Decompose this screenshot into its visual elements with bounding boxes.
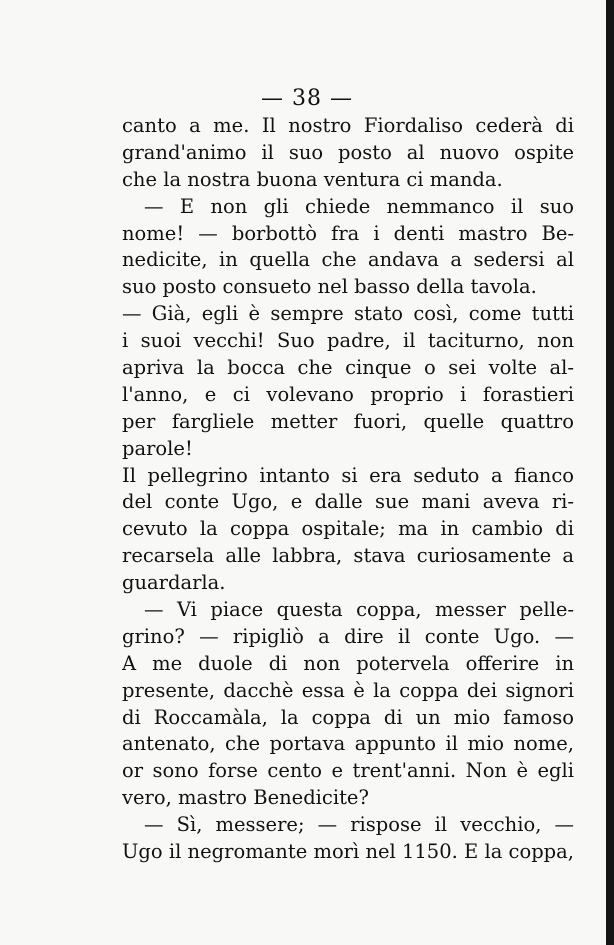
text-line: grand'animo il suo posto al nuovo ospite	[122, 140, 574, 164]
text-line: grino? — ripigliò a dire il conte Ugo. —	[122, 624, 574, 648]
text-line: suo posto consueto nel basso della tavola.	[122, 275, 537, 299]
text-line: Il pellegrino intanto si era seduto a fianco	[122, 463, 574, 487]
text-line: cevuto la coppa ospitale; ma in cambio di	[122, 517, 574, 541]
text-line: or sono forse cento e trent'anni. Non è egli	[122, 759, 574, 783]
text-line: recarsela alle labbra, stava curiosamente a	[122, 544, 574, 568]
text-line: nome! — borbottò fra i denti mastro Be-	[122, 221, 574, 245]
text-line: di Roccamàla, la coppa di un mio famoso	[122, 705, 574, 729]
text-line: nedicite, in quella che andava a sedersi al	[122, 248, 574, 272]
text-line: l'anno, e ci volevano proprio i forastieri	[122, 382, 574, 406]
text-line: A me duole di non potervela offerire in	[122, 651, 574, 675]
text-line: canto a me. Il nostro Fiordaliso cederà di	[122, 114, 574, 137]
text-line: per fargliele metter fuori, quelle quattro	[122, 409, 574, 433]
text-line: che la nostra buona ventura ci manda.	[122, 167, 503, 191]
text-line: apriva la bocca che cinque o sei volte al-	[122, 356, 574, 380]
text-line: Ugo il negromante morì nel 1150. E la coppa,	[122, 840, 574, 864]
text-line: i suoi vecchi! Suo padre, il taciturno, non	[122, 329, 574, 353]
page-edge-shadow	[606, 0, 614, 945]
text-line: del conte Ugo, e dalle sue mani aveva ri-	[122, 490, 574, 514]
text-line: — Già, egli è sempre stato così, come tutti	[122, 302, 574, 326]
text-line: presente, dacchè essa è la coppa dei signori	[122, 678, 574, 702]
page-number: — 38 —	[261, 86, 353, 111]
body-text	[122, 113, 574, 866]
text-line: — E non gli chiede nemmanco il suo	[144, 194, 574, 218]
text-line: vero, mastro Benedicite?	[122, 786, 369, 810]
text-line: antenato, che portava appunto il mio nome,	[122, 732, 574, 756]
text-line: — Sì, messere; — rispose il vecchio, —	[144, 813, 574, 837]
text-line: guardarla.	[122, 571, 226, 595]
text-line: — Vi piace questa coppa, messer pelle-	[144, 598, 574, 622]
text-line: parole!	[122, 436, 193, 460]
